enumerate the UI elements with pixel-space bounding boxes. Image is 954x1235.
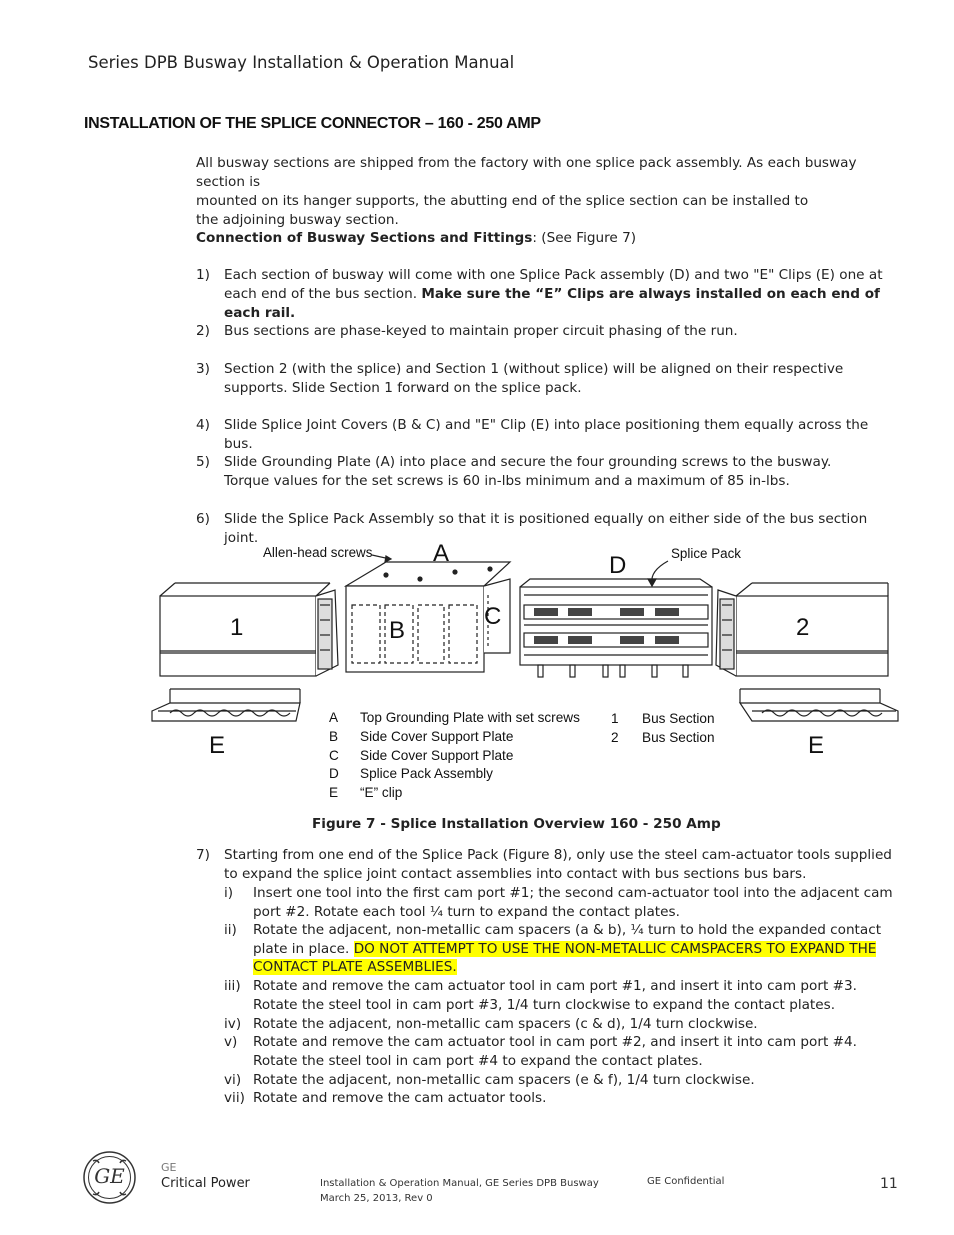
substep-text: Rotate and remove the cam actuator tool in cam port #2, and insert it into cam port #4. Rotate the steel tool in cam port #4 to expand the contact plates. [253,1034,857,1069]
step-text: Slide the Splice Pack Assembly so that it is positioned equally on either side of the bus section joint. [224,511,868,546]
e-clip-right-drawing [740,689,898,721]
step-number: 1) [196,267,210,283]
letter-d: D [609,552,627,579]
footer-doc-line-2: March 25, 2013, Rev 0 [320,1193,433,1204]
page-number: 11 [880,1176,898,1192]
intro-line-2: mounted on its hanger supports, the abutting end of the splice section can be installed to [196,193,809,209]
legend-value: Side Cover Support Plate [360,729,514,744]
step-text: Section 2 (with the splice) and Section 1 (without splice) will be aligned on their respective supports. Slide Section 1 forward on the splice pack. [224,361,844,396]
number-2: 2 [796,614,810,641]
substep-text: Rotate the adjacent, non-metallic cam spacers (a & b), ¼ turn to hold the expanded contact plate in place. [253,922,882,957]
legend-value: Top Grounding Plate with set screws [360,710,580,725]
substep-number: ii) [224,922,237,938]
step-text: Each section of busway will come with one Splice Pack assembly (D) and two "E" Clips (E) one at each end of the bus section. [224,267,883,302]
step-4 [196,416,896,454]
legend-value: Bus Section [642,730,715,745]
step-number: 4) [196,417,210,433]
connection-bold: Connection of Busway Sections and Fittings [196,230,533,246]
substep-vi [224,1071,904,1090]
substep-number: i) [224,885,234,901]
substep-vii [224,1089,904,1108]
letter-a: A [433,540,450,567]
substep-number: vii) [224,1090,245,1106]
legend-key: D [329,766,339,781]
intro-line-1: All busway sections are shipped from the factory with one splice pack assembly. As each busway section is [196,155,857,190]
substep-number: v) [224,1034,238,1050]
footer-doc-info [320,1176,599,1206]
step-number: 5) [196,454,210,470]
footer-company-small: GE [161,1161,177,1174]
substep-iii [224,977,904,1014]
step-5 [196,453,896,491]
step-number: 2) [196,323,210,339]
step-bold-text: Make sure the “E” Clips are always installed on each end of each rail. [224,286,880,321]
connection-heading [196,229,896,248]
step-1 [196,266,896,323]
ge-logo-text: GE [94,1164,125,1188]
letter-e-left: E [209,732,226,759]
intro-line-3: the adjoining busway section. [196,212,399,228]
figure-splice-installation [0,535,954,815]
legend-value: Splice Pack Assembly [360,766,493,781]
step-text-line-1: Slide Grounding Plate (A) into place and secure the four grounding screws to the busway. [224,454,832,470]
substep-number: vi) [224,1072,242,1088]
number-1: 1 [230,614,244,641]
substep-iv [224,1015,904,1034]
step-number: 6) [196,511,210,527]
substep-number: iv) [224,1016,242,1032]
figure-caption: Figure 7 - Splice Installation Overview 160 - 250 Amp [312,816,721,832]
step-text: Slide Splice Joint Covers (B & C) and "E" Clip (E) into place positioning them equally across the bus. [224,417,869,452]
legend-value: “E” clip [360,785,403,800]
letter-b: B [389,617,406,644]
intro-paragraph [196,154,906,230]
legend-value: Bus Section [642,711,715,726]
section-heading: INSTALLATION OF THE SPLICE CONNECTOR – 160 - 250 AMP [84,115,541,132]
substep-text: Rotate the adjacent, non-metallic cam spacers (e & f), 1/4 turn clockwise. [253,1072,755,1088]
step-2 [196,322,896,341]
substep-i [224,884,904,921]
legend-key: E [329,785,339,800]
legend-value: Side Cover Support Plate [360,748,514,763]
substep-text: Rotate and remove the cam actuator tools. [253,1090,547,1106]
bus-section-1-drawing [160,583,338,676]
substep-number: iii) [224,978,241,994]
step-text: Bus sections are phase-keyed to maintain proper circuit phasing of the run. [224,323,738,339]
step-text-line-2: Torque values for the set screws is 60 in-lbs minimum and a maximum of 85 in-lbs. [224,473,790,489]
footer-company: Critical Power [161,1176,250,1191]
warning-highlight: DO NOT ATTEMPT TO USE THE NON-METALLIC CAMSPACERS TO EXPAND THE CONTACT PLATE ASSEMBLIES. [253,940,877,976]
splice-pack-label: Splice Pack [671,546,741,561]
step-3 [196,360,896,398]
legend-key: B [329,729,339,744]
step-number: 3) [196,361,210,377]
substep-text: Rotate and remove the cam actuator tool in cam port #1, and insert it into cam port #3. Rotate the steel tool in cam port #3, 1/4 turn clockwise to expand the contact plates. [253,978,857,1013]
header-title: Series DPB Busway Installation & Operation Manual [88,53,515,72]
footer-doc-line-1: Installation & Operation Manual, GE Series DPB Busway [320,1178,599,1189]
allen-screws-label: Allen-head screws [263,545,373,560]
side-cover-b-drawing [346,586,484,672]
splice-pack-drawing [520,579,712,677]
grounding-plate-drawing [346,562,510,586]
letter-e-right: E [808,732,825,759]
legend-key: 2 [611,730,619,745]
connection-rest: : (See Figure 7) [532,230,637,246]
substep-text: Insert one tool into the first cam port #1; the second cam-actuator tool into the adjacent cam port #2. Rotate each tool ¼ turn to expand the contact plates. [253,885,893,920]
e-clip-left-drawing [152,689,300,721]
substep-text: Rotate the adjacent, non-metallic cam spacers (c & d), 1/4 turn clockwise. [253,1016,758,1032]
legend-key: 1 [611,711,619,726]
step-number: 7) [196,847,210,863]
legend-key: A [329,710,339,725]
footer-confidential: GE Confidential [647,1176,725,1187]
step-7 [196,846,896,884]
legend-key: C [329,748,339,763]
substep-v [224,1033,904,1070]
substep-ii [224,921,904,977]
letter-c: C [484,603,502,630]
step-text: Starting from one end of the Splice Pack (Figure 8), only use the steel cam-actuator tools supplied to expand the splice joint contact assemblies into contact with bus sections bus bars. [224,847,892,882]
